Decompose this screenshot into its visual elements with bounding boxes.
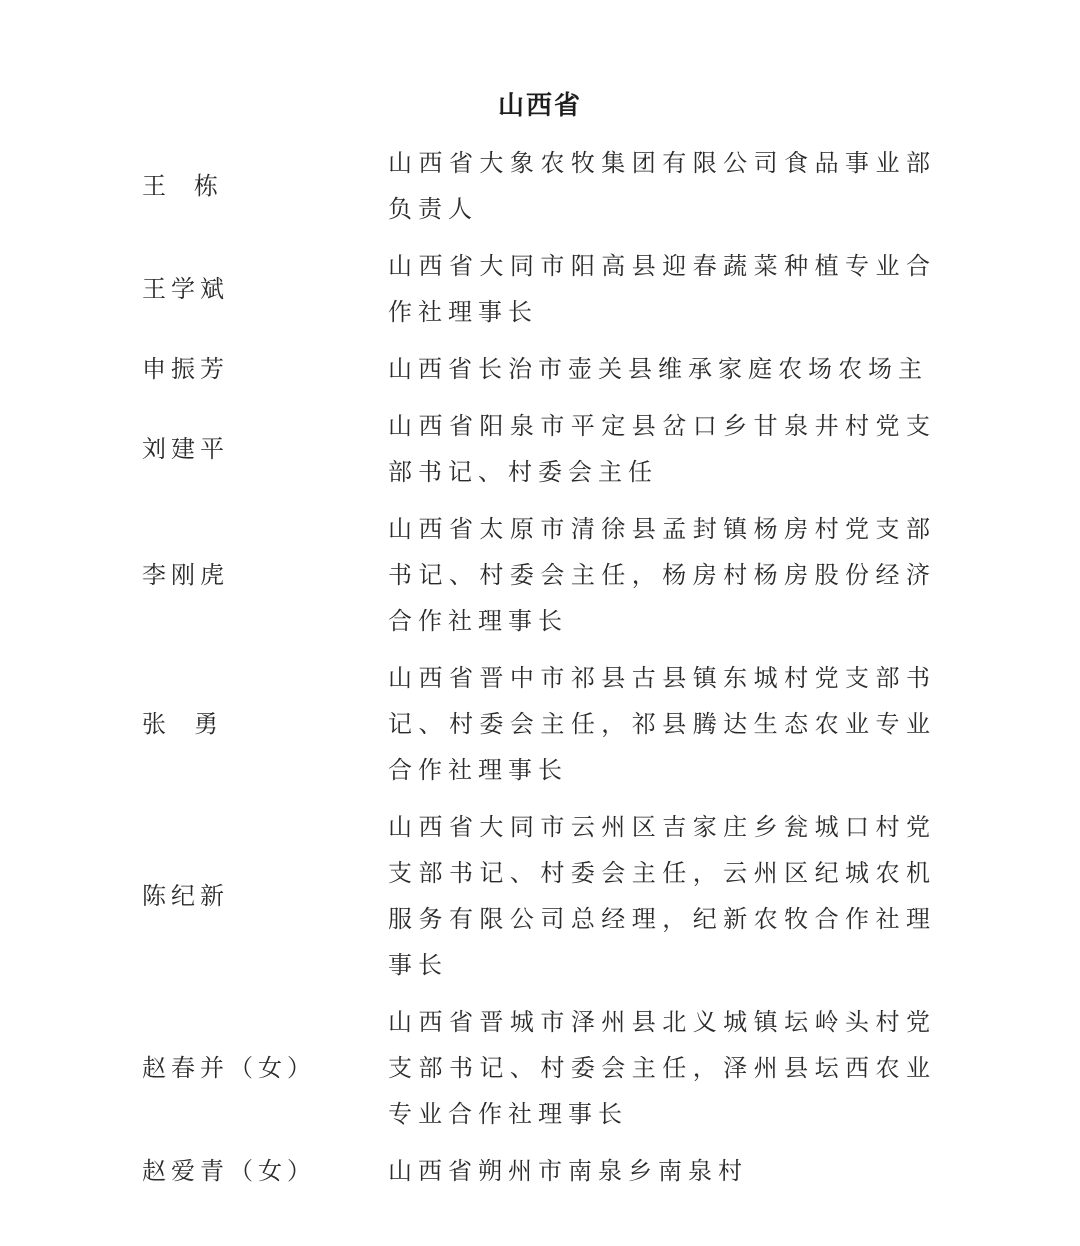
person-description: 山西省大同市阳高县迎春蔬菜种植专业合作社理事长: [388, 252, 936, 326]
person-name: 陈纪新: [142, 882, 229, 910]
list-item: [142, 243, 942, 335]
name-list: [142, 140, 942, 1205]
person-name: 王栋: [142, 172, 246, 200]
person-description: 山西省大同市云州区吉家庄乡瓮城口村党支部书记、村委会主任，云州区纪城农机服务有限公司总经理，纪新农牧合作社理事长: [388, 813, 936, 979]
person-description: 山西省长治市壶关县维承家庭农场农场主: [388, 355, 928, 383]
list-item: [142, 999, 942, 1137]
list-item: [142, 1148, 942, 1194]
person-name: 申振芳: [142, 355, 229, 383]
person-name: 王学斌: [142, 275, 229, 303]
person-description: 山西省大象农牧集团有限公司食品事业部负责人: [388, 149, 936, 223]
person-name: 赵春并（女）: [142, 1054, 316, 1082]
page-title: 山西省: [497, 91, 582, 121]
person-description: 山西省朔州市南泉乡南泉村: [388, 1157, 748, 1185]
person-description: 山西省晋中市祁县古县镇东城村党支部书记、村委会主任，祁县腾达生态农业专业合作社理事长: [388, 664, 936, 784]
person-description: 山西省阳泉市平定县岔口乡甘泉井村党支部书记、村委会主任: [388, 412, 936, 486]
person-name: 张勇: [142, 710, 246, 738]
person-description: 山西省太原市清徐县孟封镇杨房村党支部书记、村委会主任，杨房村杨房股份经济合作社理事长: [388, 515, 936, 635]
list-item: [142, 140, 942, 232]
person-name: 刘建平: [142, 435, 229, 463]
list-item: [142, 655, 942, 793]
person-name: 赵爱青（女）: [142, 1157, 316, 1185]
list-item: [142, 804, 942, 988]
list-item: [142, 506, 942, 644]
list-item: [142, 403, 942, 495]
person-description: 山西省晋城市泽州县北义城镇坛岭头村党支部书记、村委会主任，泽州县坛西农业专业合作社理事长: [388, 1008, 936, 1128]
person-name: 李刚虎: [142, 561, 229, 589]
list-item: [142, 346, 942, 392]
